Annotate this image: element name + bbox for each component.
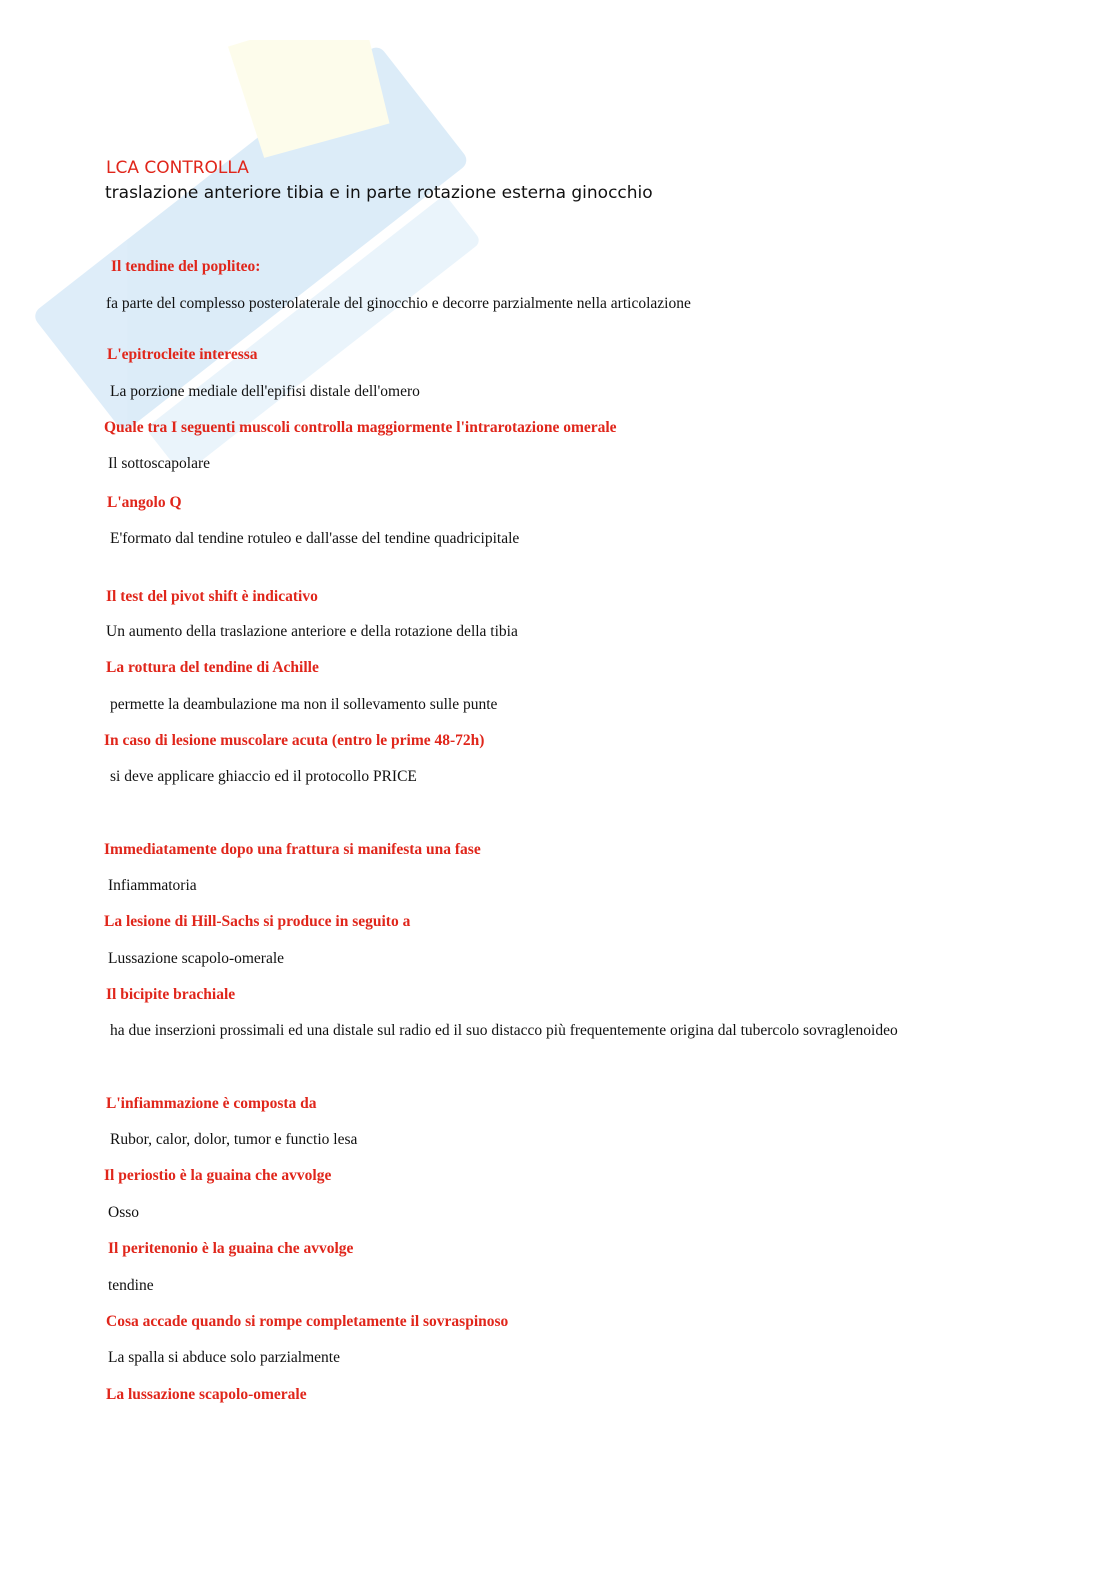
question-text: In caso di lesione muscolare acuta (entro le prime 48-72h): [104, 732, 485, 749]
question-text: Il peritenonio è la guaina che avvolge: [108, 1240, 354, 1257]
answer-text: Infiammatoria: [108, 877, 197, 894]
page-subtitle: traslazione anteriore tibia e in parte rotazione esterna ginocchio: [105, 183, 653, 203]
answer-text: Il sottoscapolare: [108, 455, 211, 472]
question-text: Il periostio è la guaina che avvolge: [104, 1167, 332, 1184]
answer-text: si deve applicare ghiaccio ed il protocollo PRICE: [110, 768, 417, 785]
question-text: La lussazione scapolo-omerale: [106, 1386, 307, 1403]
question-text: La lesione di Hill-Sachs si produce in seguito a: [104, 913, 411, 930]
question-text: Immediatamente dopo una frattura si manifesta una fase: [104, 841, 481, 858]
page-title: LCA CONTROLLA: [106, 158, 249, 178]
question-text: Il test del pivot shift è indicativo: [106, 588, 318, 605]
answer-text: tendine: [108, 1277, 154, 1294]
answer-text: La porzione mediale dell'epifisi distale dell'omero: [110, 383, 420, 400]
answer-text: E'formato dal tendine rotuleo e dall'asse del tendine quadricipitale: [110, 530, 520, 547]
question-text: La rottura del tendine di Achille: [106, 659, 319, 676]
answer-text: La spalla si abduce solo parzialmente: [108, 1349, 340, 1366]
answer-text: ha due inserzioni prossimali ed una distale sul radio ed il suo distacco più frequentemente origina dal tubercolo sovraglenoideo: [110, 1022, 898, 1039]
answer-text: Lussazione scapolo-omerale: [108, 950, 285, 967]
question-text: Quale tra I seguenti muscoli controlla maggiormente l'intrarotazione omerale: [104, 419, 617, 436]
answer-text: Rubor, calor, dolor, tumor e functio lesa: [110, 1131, 358, 1148]
question-text: L'angolo Q: [107, 494, 182, 511]
question-text: Il tendine del popliteo:: [111, 258, 261, 275]
question-text: Il bicipite brachiale: [106, 986, 236, 1003]
question-text: L'epitrocleite interessa: [107, 346, 258, 363]
answer-text: permette la deambulazione ma non il sollevamento sulle punte: [110, 696, 498, 713]
question-text: Cosa accade quando si rompe completamente il sovraspinoso: [106, 1313, 509, 1330]
answer-text: Osso: [108, 1204, 140, 1221]
question-text: L'infiammazione è composta da: [106, 1095, 317, 1112]
answer-text: fa parte del complesso posterolaterale del ginocchio e decorre parzialmente nella articolazione: [106, 295, 691, 312]
answer-text: Un aumento della traslazione anteriore e della rotazione della tibia: [106, 623, 518, 640]
